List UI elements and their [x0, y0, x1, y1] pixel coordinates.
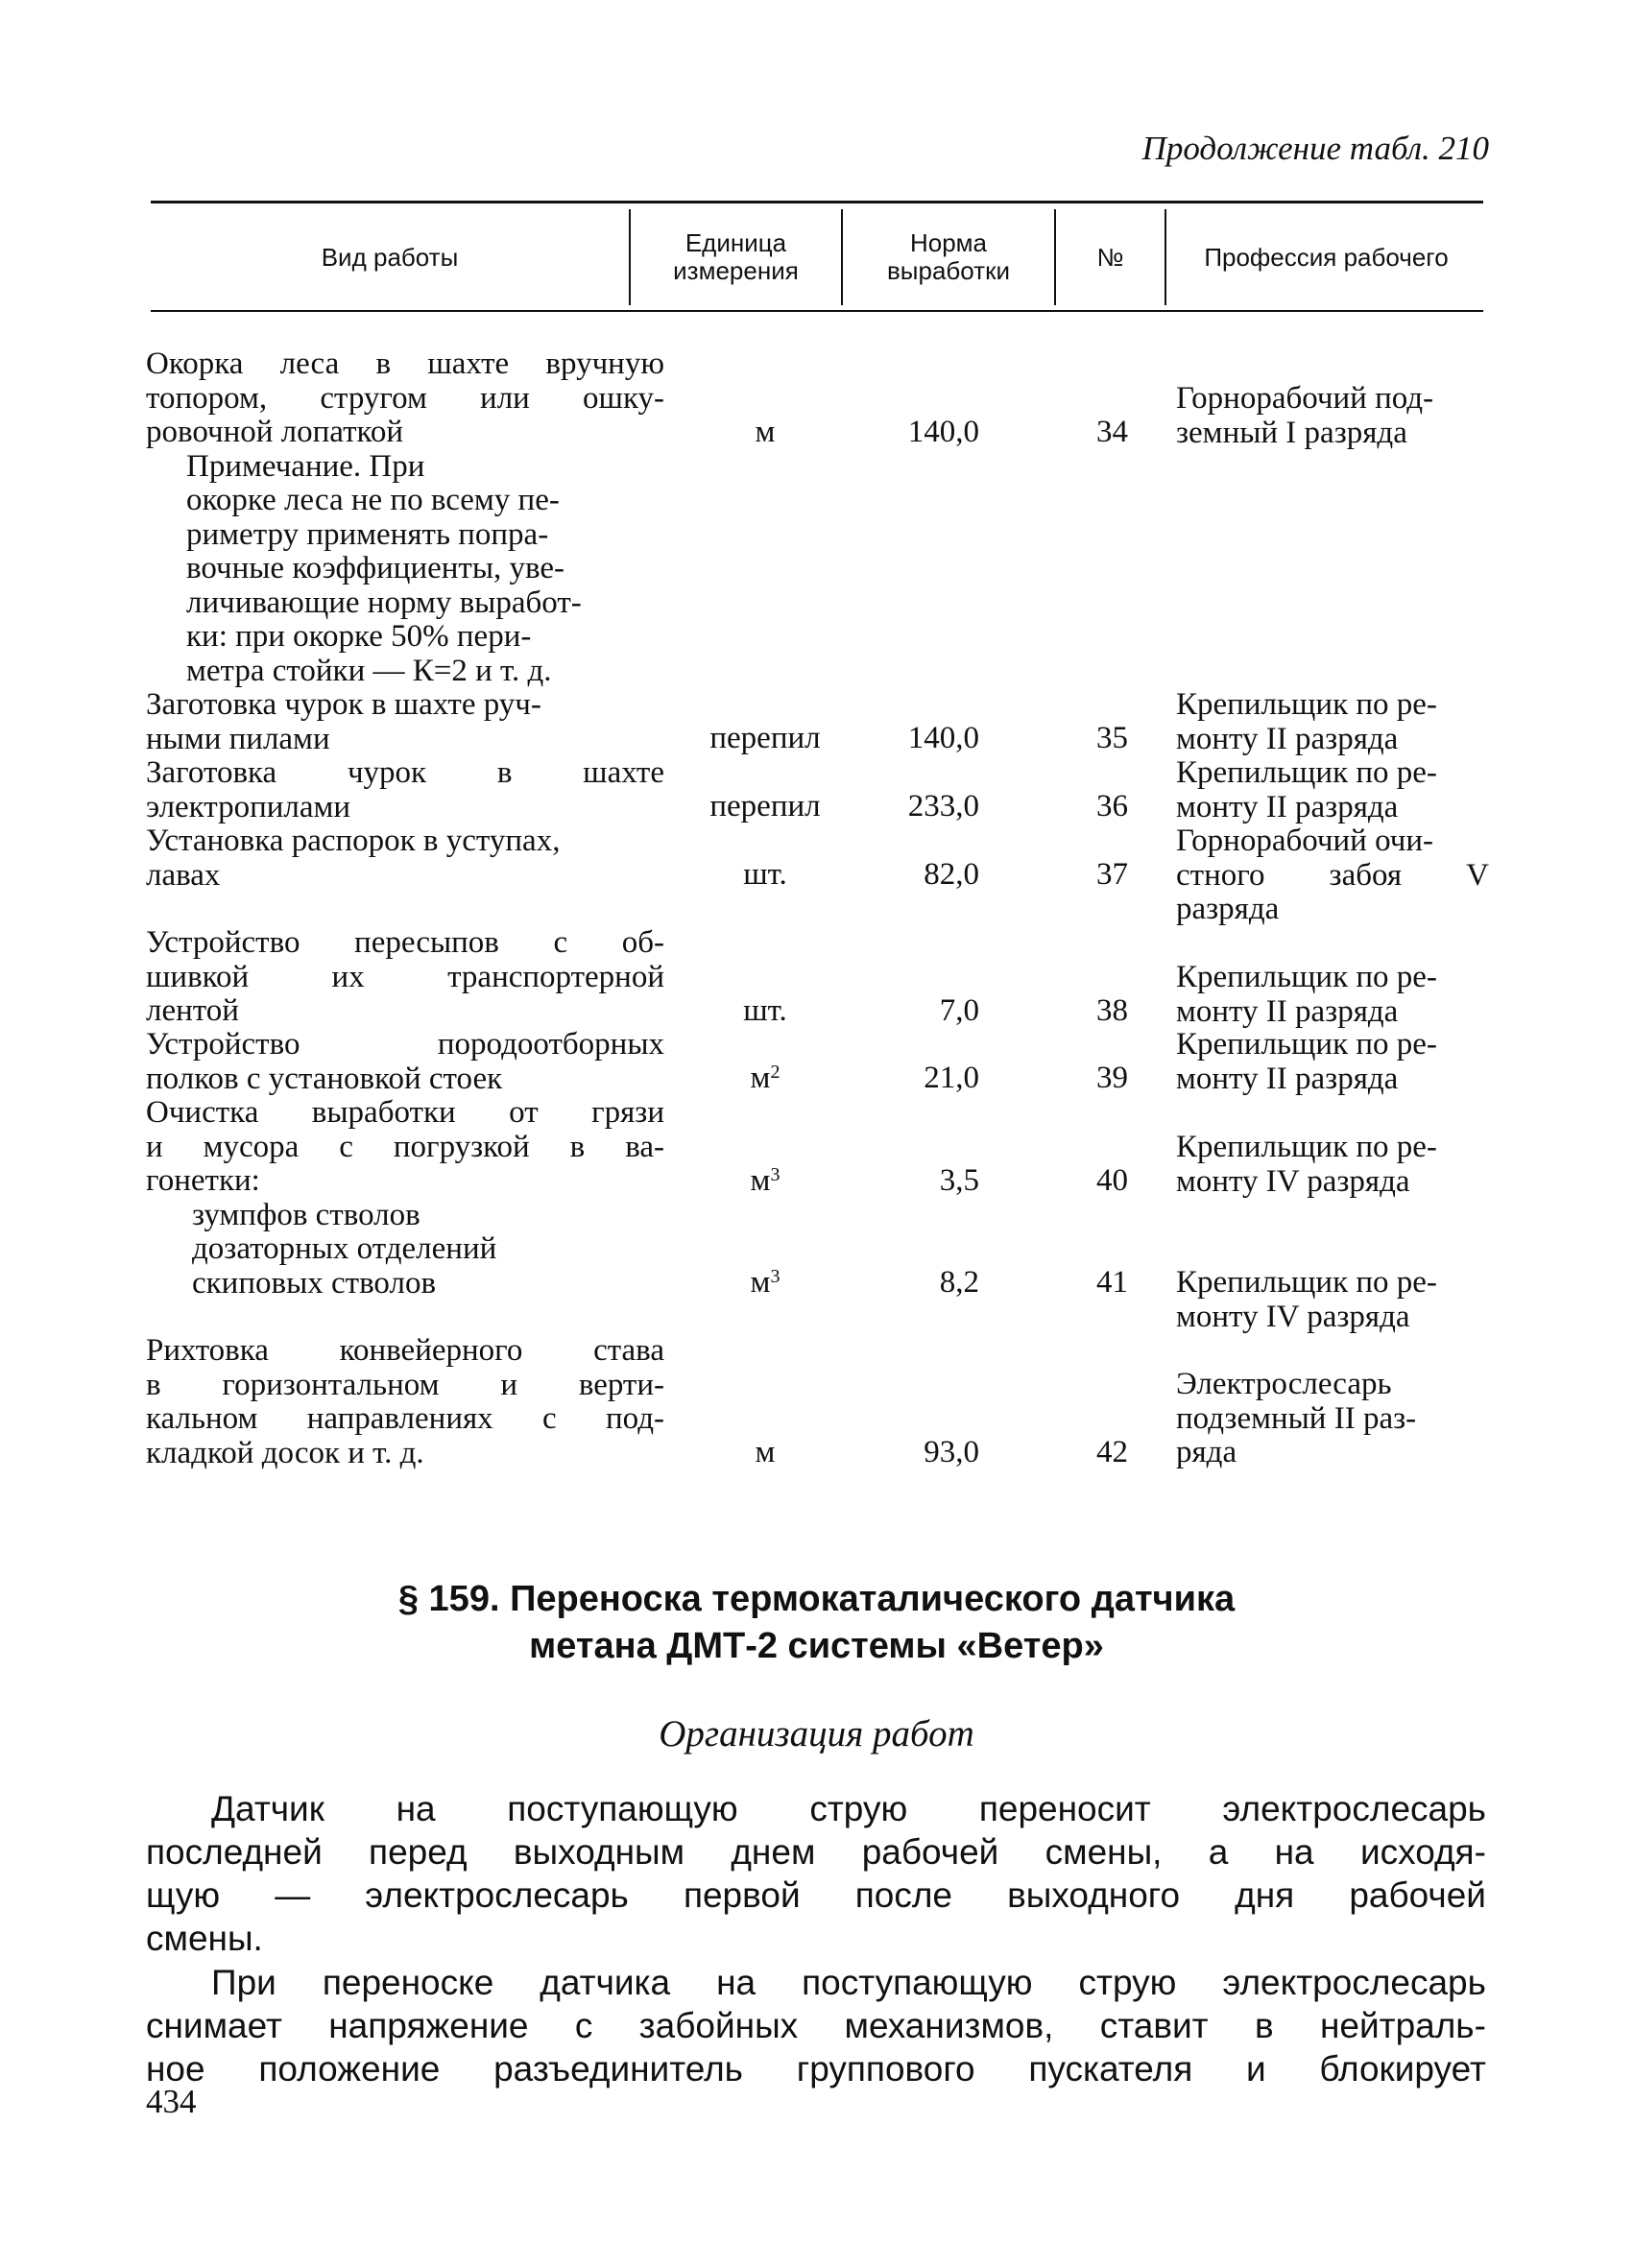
word: группового: [796, 2049, 975, 2089]
table-cell-profession: [1176, 1131, 1489, 1199]
word: топором,: [146, 380, 268, 416]
word: Устройство: [146, 925, 300, 960]
word: При: [211, 1963, 276, 2002]
table-cell-norm: 21,0: [924, 1061, 979, 1095]
word: ставит: [1099, 2006, 1209, 2045]
work-line: [146, 1096, 664, 1131]
word: на: [716, 1963, 756, 2002]
profession-line: Горнорабочий очи-: [1176, 824, 1433, 858]
profession-line: Крепильщик по ре-: [1176, 1130, 1437, 1164]
word: леса: [279, 346, 340, 381]
word: после: [854, 1875, 952, 1915]
word: щую: [146, 1875, 221, 1915]
work-line: лавах: [146, 857, 221, 893]
profession-line: разряда: [1176, 892, 1280, 926]
word: стругом: [320, 380, 427, 416]
word: об-: [621, 925, 664, 960]
unit-text: м: [750, 1061, 771, 1095]
work-line: [146, 756, 664, 791]
paragraph-line: [146, 1787, 1486, 1830]
body-paragraph: [146, 1787, 1486, 1960]
column-header-profession: Профессия рабочего: [1204, 242, 1449, 272]
unit-text: м: [750, 1163, 771, 1198]
table-cell-number: 41: [1096, 1265, 1128, 1300]
word: конвейерного: [339, 1333, 523, 1368]
word: дня: [1235, 1875, 1295, 1915]
word: струю: [1078, 1963, 1177, 2002]
table-cell-profession: [1176, 824, 1489, 927]
table-cell-unit: перепил: [709, 721, 821, 755]
word: става: [593, 1333, 664, 1368]
table-cell-unit: перепил: [709, 789, 821, 824]
table-header-rule: [151, 310, 1483, 312]
table-cell-number: 34: [1096, 415, 1128, 449]
table-cell-norm: 233,0: [907, 789, 979, 824]
work-line: Заготовка чурок в шахте руч-: [146, 687, 541, 722]
column-header-norm: Норма выработки: [886, 228, 1010, 285]
page-number: 434: [146, 2083, 197, 2120]
word: шахте: [427, 346, 510, 381]
unit-exponent: 3: [770, 1164, 780, 1185]
word: пускателя: [1028, 2049, 1193, 2089]
work-line: ными пилами: [146, 721, 330, 756]
table-row-work: [146, 1334, 664, 1470]
word: мусора: [203, 1129, 300, 1164]
body-paragraph: [146, 1961, 1486, 2090]
word: направлениях: [306, 1401, 493, 1436]
profession-line: монту IV разряда: [1176, 1163, 1410, 1199]
column-header-number: №: [1096, 242, 1124, 272]
word: забоя: [1329, 857, 1403, 893]
word: на: [1274, 1832, 1314, 1872]
work-line: [146, 926, 664, 961]
table-cell-unit: [684, 1266, 847, 1301]
section-subheading: Организация работ: [659, 1713, 974, 1755]
paragraph-line: смены.: [146, 1919, 263, 1958]
profession-line: Крепильщик по ре-: [1176, 687, 1437, 722]
profession-line: Горнорабочий под-: [1176, 381, 1434, 416]
word: датчика: [540, 1963, 671, 2002]
table-cell-norm: 8,2: [939, 1265, 979, 1300]
table-cell-unit: м: [755, 1435, 776, 1469]
table-continuation-label: Продолжение табл. 210: [1141, 130, 1489, 167]
word: разъединитель: [493, 2049, 743, 2089]
word: грязи: [591, 1095, 664, 1130]
word: шивкой: [146, 959, 250, 994]
section-title-line: метана ДМТ-2 системы «Ветер»: [529, 1626, 1104, 1666]
sub-item-line: дозаторных отделений: [192, 1231, 497, 1266]
profession-line: подземный II раз-: [1176, 1400, 1417, 1436]
table-top-rule: [151, 201, 1483, 203]
work-line: кладкой досок и т. д.: [146, 1435, 424, 1470]
word: в: [146, 1367, 161, 1402]
table-cell-profession: [1176, 382, 1489, 450]
word: Рихтовка: [146, 1333, 269, 1368]
table-row-work: [146, 1096, 664, 1301]
paragraph-line: [146, 1830, 1486, 1874]
profession-line: Крепильщик по ре-: [1176, 755, 1437, 790]
word: стного: [1176, 857, 1265, 893]
word: поступающую: [507, 1789, 738, 1828]
work-line: электропилами: [146, 789, 351, 824]
word: смены,: [1045, 1832, 1163, 1872]
word: снимает: [146, 2006, 282, 2045]
work-line: [146, 1402, 664, 1437]
work-line: [146, 1028, 664, 1062]
table-cell-profession: [1176, 1028, 1489, 1096]
table-cell-number: 35: [1096, 721, 1128, 755]
word: кальном: [146, 1401, 258, 1436]
word: шахте: [583, 755, 664, 790]
profession-line: Электрослесарь: [1176, 1367, 1392, 1401]
work-line: полков с установкой стоек: [146, 1061, 503, 1096]
table-cell-norm: 82,0: [924, 857, 979, 892]
table-cell-unit: [684, 1062, 847, 1096]
word: в: [1254, 2006, 1274, 2045]
word: механизмов,: [844, 2006, 1054, 2045]
table-cell-profession: [1176, 688, 1489, 756]
table-cell-number: 38: [1096, 993, 1128, 1028]
table-cell-profession: [1176, 756, 1489, 824]
word: погрузкой: [393, 1129, 530, 1164]
word: и: [1246, 2049, 1266, 2089]
word: горизонтальном: [222, 1367, 440, 1402]
column-header-work: Вид работы: [321, 242, 459, 272]
work-line: ровочной лопаткой: [146, 415, 404, 449]
word: ное: [146, 2049, 205, 2089]
word: от: [509, 1095, 539, 1130]
table-row-work: [146, 347, 664, 688]
word: Устройство: [146, 1027, 300, 1062]
word: —: [275, 1875, 311, 1915]
word: последней: [146, 1832, 323, 1872]
word: в: [375, 346, 392, 381]
word: напряжение: [328, 2006, 529, 2045]
word: нейтраль-: [1319, 2006, 1486, 2045]
table-cell-profession: [1176, 1368, 1489, 1470]
profession-line: монту II разряда: [1176, 1061, 1399, 1096]
note-line: Примечание. При: [186, 448, 425, 484]
word: выработки: [311, 1095, 456, 1130]
table-cell-number: 37: [1096, 857, 1128, 892]
table-cell-profession: [1176, 961, 1489, 1029]
word: перед: [369, 1832, 468, 1872]
word: рабочей: [1349, 1875, 1486, 1915]
paragraph-line: [146, 1961, 1486, 2004]
profession-line: ряда: [1176, 1435, 1237, 1469]
sub-item-line: зумпфов стволов: [192, 1197, 420, 1232]
word: с: [553, 925, 568, 960]
word: Заготовка: [146, 755, 277, 790]
work-line: [146, 1334, 664, 1369]
word: днем: [731, 1832, 816, 1872]
word: на: [396, 1789, 436, 1828]
profession-line: земный I разряда: [1176, 415, 1407, 450]
note-line: окорке леса не по всему пе-: [186, 483, 560, 517]
table-cell-number: 40: [1096, 1163, 1128, 1198]
table-cell-norm: 7,0: [939, 993, 979, 1028]
word: транспортерной: [447, 959, 664, 994]
word: положение: [258, 2049, 441, 2089]
work-line: гонетки:: [146, 1163, 260, 1198]
word: поступающую: [802, 1963, 1033, 2002]
word: блокирует: [1319, 2049, 1486, 2089]
section-title: [0, 1576, 1633, 1670]
work-line: [146, 1131, 664, 1165]
word: выходным: [513, 1832, 685, 1872]
table-cell-number: 42: [1096, 1435, 1128, 1469]
table-cell-number: 36: [1096, 789, 1128, 824]
table-cell-norm: 93,0: [924, 1435, 979, 1469]
profession-line: монту IV разряда: [1176, 1299, 1410, 1334]
unit-text: м: [750, 1265, 771, 1300]
word: электрослесарь: [365, 1875, 629, 1915]
word: Очистка: [146, 1095, 259, 1130]
table-row-work: [146, 756, 664, 824]
note-line: ки: при окорке 50% пери-: [186, 619, 532, 654]
word: переносит: [978, 1789, 1151, 1828]
table-cell-profession: [1176, 1266, 1489, 1334]
note-line: метра стойки — К=2 и т. д.: [186, 653, 552, 688]
unit-exponent: 3: [770, 1266, 780, 1287]
word: в: [496, 755, 513, 790]
profession-line: монту II разряда: [1176, 993, 1399, 1029]
word: ошку-: [583, 380, 664, 416]
word: и: [146, 1129, 163, 1164]
word: с: [574, 2006, 593, 2045]
table-row-work: [146, 926, 664, 1029]
profession-line: Крепильщик по ре-: [1176, 960, 1437, 994]
word: и: [500, 1367, 517, 1402]
note-line: риметру применять попра-: [186, 516, 549, 552]
profession-line: Крепильщик по ре-: [1176, 1265, 1437, 1300]
profession-line: монту II разряда: [1176, 789, 1399, 824]
word: переноске: [322, 1963, 494, 2002]
table-cell-norm: 140,0: [907, 415, 979, 449]
table-cell-unit: шт.: [743, 993, 787, 1028]
table-row-work: [146, 688, 664, 756]
table-cell-number: 39: [1096, 1061, 1128, 1095]
paragraph-line: [146, 1874, 1486, 1917]
paragraph-line: [146, 2047, 1486, 2090]
word: или: [480, 380, 530, 416]
work-line: [146, 347, 664, 382]
word: выходного: [1007, 1875, 1181, 1915]
word: с: [542, 1401, 557, 1436]
paragraph-line: [146, 2004, 1486, 2047]
profession-line: [1176, 859, 1489, 894]
word: под-: [606, 1401, 664, 1436]
word: пересыпов: [354, 925, 499, 960]
word: первой: [683, 1875, 801, 1915]
word: чурок: [347, 755, 427, 790]
word: их: [331, 959, 365, 994]
work-line: лентой: [146, 993, 239, 1028]
profession-line: Крепильщик по ре-: [1176, 1027, 1437, 1062]
table-row-work: [146, 1028, 664, 1096]
work-line: [146, 382, 664, 417]
word: рабочей: [861, 1832, 999, 1872]
word: Окорка: [146, 346, 244, 381]
note-line: вочные коэффициенты, уве-: [186, 551, 565, 585]
word: струю: [809, 1789, 908, 1828]
section-title-line: § 159. Переноска термокаталического датчика: [397, 1579, 1236, 1619]
profession-line: монту II разряда: [1176, 721, 1399, 756]
note-line: личивающие норму выработ-: [186, 585, 582, 620]
sub-item-line: скиповых стволов: [192, 1265, 437, 1301]
word: электрослесарь: [1222, 1789, 1486, 1828]
word: исходя-: [1359, 1832, 1486, 1872]
table-cell-unit: шт.: [743, 857, 787, 892]
word: забойных: [638, 2006, 799, 2045]
word: ва-: [625, 1129, 664, 1164]
work-line: [146, 1369, 664, 1403]
table-cell-norm: 3,5: [939, 1163, 979, 1198]
word: породоотборных: [437, 1027, 664, 1062]
column-header-unit: Единица измерения: [673, 228, 799, 285]
word: вручную: [545, 346, 664, 381]
word: в: [569, 1129, 586, 1164]
unit-exponent: 2: [770, 1062, 780, 1083]
word: электрослесарь: [1222, 1963, 1486, 2002]
work-line: [146, 961, 664, 995]
word: а: [1208, 1832, 1229, 1872]
work-line: Установка распорок в уступах,: [146, 824, 561, 858]
table-cell-norm: 140,0: [907, 721, 979, 755]
table-cell-unit: м: [755, 415, 776, 449]
table-cell-unit: [684, 1164, 847, 1199]
word: Датчик: [211, 1789, 324, 1828]
table-row-work: [146, 824, 664, 893]
word: с: [339, 1129, 353, 1164]
word: V: [1466, 857, 1489, 893]
word: верти-: [578, 1367, 664, 1402]
